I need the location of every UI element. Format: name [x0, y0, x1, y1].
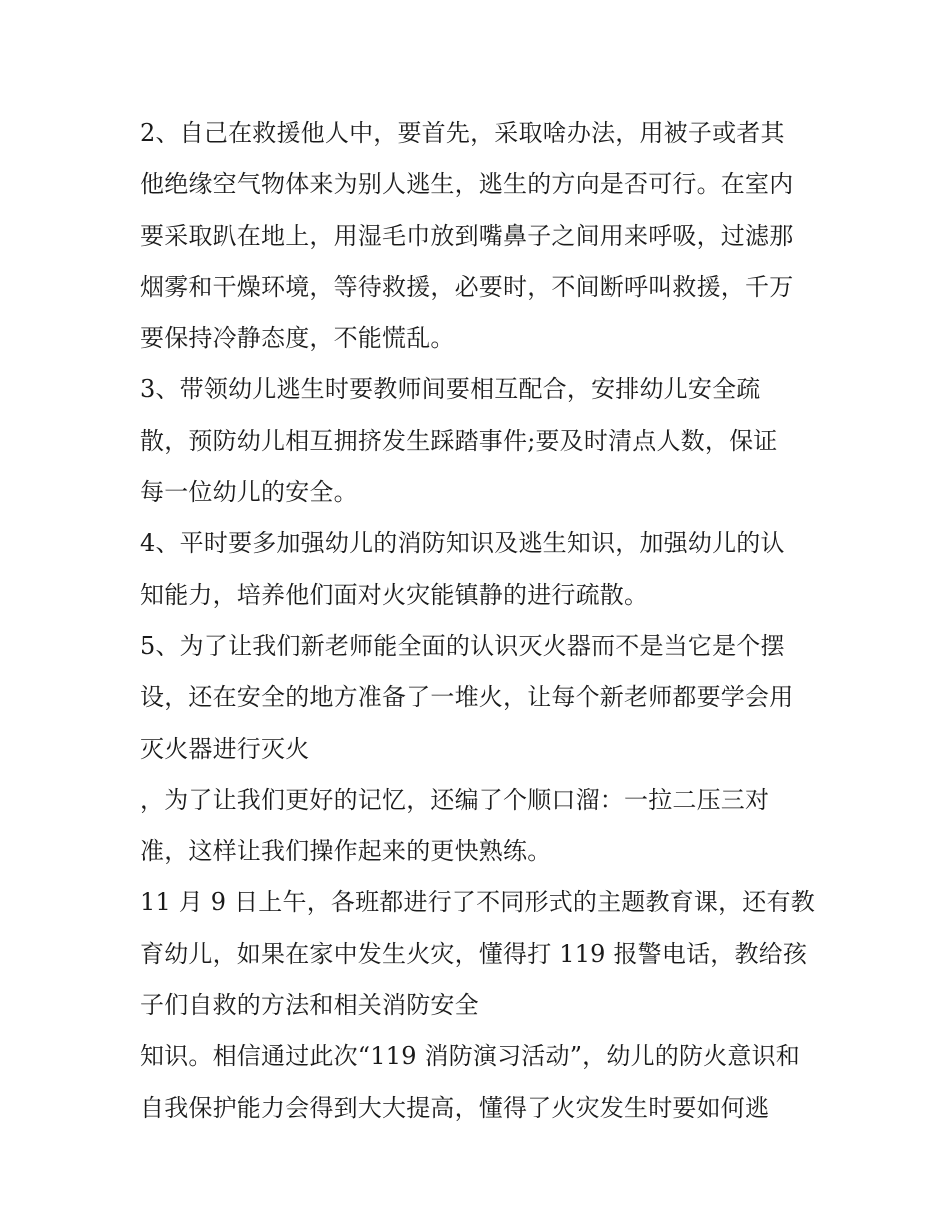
text-line: 准，这样让我们操作起来的更快熟练。: [140, 837, 552, 866]
text-line: 烟雾和干燥环境，等待救援，必要时，不间断呼叫救援，千万: [140, 272, 794, 301]
text-line: 散，预防幼儿相互拥挤发生踩踏事件;要及时清点人数，保证: [140, 426, 778, 455]
text-line: 2、自己在救援他人中，要首先，采取啥办法，用被子或者其: [140, 119, 785, 147]
text-line: 5、为了让我们新老师能全面的认识灭火器而不是当它是个摆: [140, 631, 785, 660]
text-line: 他绝缘空气物体来为别人逃生，逃生的方向是否可行。在室内: [140, 170, 794, 199]
text-line: 要采取趴在地上，用湿毛巾放到嘴鼻子之间用来呼吸，过滤那: [140, 221, 794, 250]
text-line: 4、平时要多加强幼儿的消防知识及逃生知识，加强幼儿的认: [140, 529, 785, 558]
text-line: 要保持冷静态度，不能慌乱。: [140, 324, 455, 353]
text-line: 3、带领幼儿逃生时要教师间要相互配合，安排幼儿安全疏: [140, 375, 761, 404]
text-line: 知识。相信通过此次“119 消防演习活动”，幼儿的防火意识和: [140, 1042, 800, 1071]
body-text: [140, 108, 830, 1134]
text-line: 自我保护能力会得到大大提高，懂得了火灾发生时要如何逃: [140, 1093, 770, 1122]
text-line: ，为了让我们更好的记忆，还编了个顺口溜：一拉二压三对: [140, 785, 770, 814]
text-line: 11 月 9 日上午，各班都进行了不同形式的主题教育课，还有教: [140, 888, 815, 917]
text-line: 设，还在安全的地方准备了一堆火，让每个新老师都要学会用: [140, 683, 794, 712]
text-line: 每一位幼儿的安全。: [140, 478, 358, 507]
text-line: 灭火器进行灭火: [140, 734, 310, 763]
text-line: 育幼儿，如果在家中发生火灾，懂得打 119 报警电话，教给孩: [140, 939, 808, 968]
text-line: 知能力，培养他们面对火灾能镇静的进行疏散。: [140, 580, 649, 609]
text-line: 子们自救的方法和相关消防安全: [140, 991, 479, 1020]
